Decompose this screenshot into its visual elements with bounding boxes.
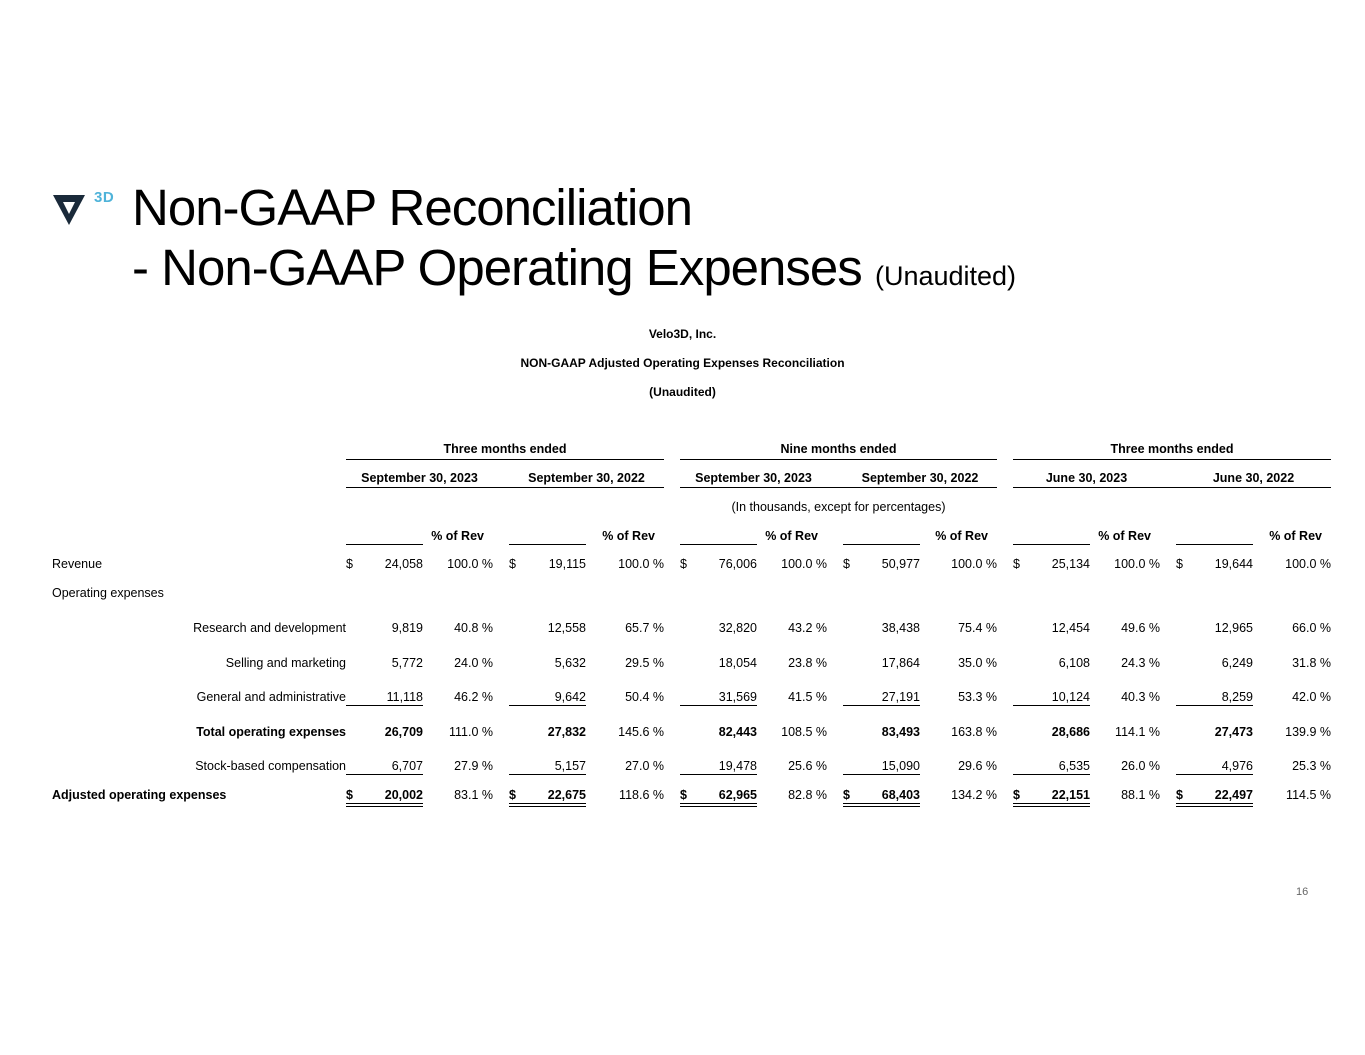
expense-row-pct: 27.9 % — [454, 759, 493, 773]
expense-row-value: 6,707 — [391, 759, 423, 773]
expense-row-pct: 114.1 % — [1115, 725, 1160, 739]
period-group-header: Three months ended — [1110, 442, 1234, 456]
expense-row-value: 28,686 — [1051, 725, 1090, 739]
adjusted-opex-value: 22,497 — [1214, 788, 1253, 802]
revenue-value: 50,977 — [881, 557, 920, 571]
expense-row-value: 26,709 — [384, 725, 423, 739]
expense-row-pct: 31.8 % — [1292, 656, 1331, 670]
double-total-rule — [1013, 803, 1090, 807]
expense-row-pct: 108.5 % — [781, 725, 827, 739]
currency-symbol: $ — [346, 557, 353, 571]
value-column-rule — [509, 544, 586, 545]
adjusted-opex-pct: 118.6 % — [619, 788, 664, 802]
report-audit: (Unaudited) — [649, 385, 716, 399]
expense-row-pct: 111.0 % — [448, 725, 493, 739]
pct-of-rev-header: % of Rev — [1098, 529, 1151, 543]
adjusted-opex-pct: 83.1 % — [454, 788, 493, 802]
period-header: September 30, 2022 — [861, 471, 979, 485]
period-header-underline — [346, 487, 664, 488]
revenue-value: 24,058 — [384, 557, 423, 571]
currency-symbol: $ — [1013, 557, 1020, 571]
revenue-pct: 100.0 % — [1285, 557, 1331, 571]
currency-symbol: $ — [843, 557, 850, 571]
expense-row-pct: 27.0 % — [625, 759, 664, 773]
subtotal-rule — [843, 705, 920, 706]
expense-row-value: 31,569 — [718, 690, 757, 704]
value-column-rule — [1176, 544, 1253, 545]
double-total-rule — [1176, 803, 1253, 807]
expense-row-pct: 49.6 % — [1121, 621, 1160, 635]
page-number: 16 — [1296, 886, 1309, 898]
revenue-value: 19,115 — [548, 557, 586, 571]
period-group-header: Nine months ended — [780, 442, 897, 456]
revenue-value: 76,006 — [718, 557, 757, 571]
expense-row-pct: 35.0 % — [958, 656, 997, 670]
adjusted-opex-pct: 82.8 % — [788, 788, 827, 802]
expense-row-value: 6,108 — [1058, 656, 1090, 670]
subtotal-rule — [1013, 774, 1090, 775]
expense-row-pct: 23.8 % — [788, 656, 827, 670]
expense-row-value: 19,478 — [718, 759, 757, 773]
adjusted-opex-value: 22,151 — [1051, 788, 1090, 802]
expense-row-pct: 40.3 % — [1121, 690, 1160, 704]
velo3d-logo — [52, 189, 122, 229]
adjusted-opex-value: 22,675 — [547, 788, 586, 802]
expense-row-value: 5,772 — [391, 656, 423, 670]
expense-row-pct: 46.2 % — [454, 690, 493, 704]
expense-row-value: 32,820 — [718, 621, 757, 635]
expense-row-label: Total operating expenses — [196, 725, 346, 739]
currency-symbol: $ — [1013, 788, 1020, 802]
expense-row-value: 17,864 — [881, 656, 920, 670]
adjusted-opex-value: 20,002 — [384, 788, 423, 802]
currency-symbol: $ — [509, 788, 516, 802]
expense-row-pct: 40.8 % — [454, 621, 493, 635]
pct-of-rev-header: % of Rev — [602, 529, 655, 543]
double-total-rule — [680, 803, 757, 807]
expense-row-value: 6,249 — [1221, 656, 1253, 670]
expense-row-value: 8,259 — [1221, 690, 1253, 704]
period-header: September 30, 2023 — [695, 471, 812, 485]
expense-row-pct: 24.3 % — [1121, 656, 1160, 670]
value-column-rule — [680, 544, 757, 545]
page-title — [132, 178, 1016, 306]
subtotal-rule — [1013, 705, 1090, 706]
currency-symbol: $ — [346, 788, 353, 802]
period-header-underline — [1013, 487, 1331, 488]
expense-row-pct: 24.0 % — [454, 656, 493, 670]
revenue-pct: 100.0 % — [951, 557, 997, 571]
expense-row-pct: 139.9 % — [1285, 725, 1331, 739]
logo-3d-text: 3D — [94, 189, 115, 206]
subtotal-rule — [346, 774, 423, 775]
period-header: September 30, 2023 — [361, 471, 478, 485]
expense-row-value: 12,965 — [1214, 621, 1253, 635]
expense-row-pct: 29.5 % — [625, 656, 664, 670]
expense-row-value: 11,118 — [386, 690, 423, 704]
title-line-2 — [132, 238, 1016, 306]
currency-symbol: $ — [680, 788, 687, 802]
expense-row-value: 82,443 — [718, 725, 757, 739]
expense-row-value: 83,493 — [881, 725, 920, 739]
expense-row-pct: 29.6 % — [958, 759, 997, 773]
period-group-underline — [346, 459, 664, 460]
expense-row-value: 6,535 — [1058, 759, 1090, 773]
adjusted-opex-value: 62,965 — [718, 788, 757, 802]
subtotal-rule — [509, 705, 586, 706]
adjusted-opex-pct: 88.1 % — [1121, 788, 1160, 802]
value-column-rule — [346, 544, 423, 545]
expense-row-value: 18,054 — [718, 656, 757, 670]
expense-row-label: Stock-based compensation — [195, 759, 346, 773]
expense-row-value: 12,558 — [547, 621, 586, 635]
value-column-rule — [843, 544, 920, 545]
expense-row-pct: 65.7 % — [625, 621, 664, 635]
subtotal-rule — [680, 705, 757, 706]
period-group-underline — [680, 459, 997, 460]
revenue-label: Revenue — [52, 557, 103, 571]
period-header: June 30, 2022 — [1212, 471, 1295, 485]
expense-row-pct: 26.0 % — [1121, 759, 1160, 773]
currency-symbol: $ — [509, 557, 516, 571]
revenue-pct: 100.0 % — [1114, 557, 1160, 571]
double-total-rule — [509, 803, 586, 807]
title-line-1: Non-GAAP Reconciliation — [132, 179, 693, 236]
expense-row-label: Research and development — [193, 621, 346, 635]
expense-row-pct: 53.3 % — [958, 690, 997, 704]
expense-row-pct: 75.4 % — [958, 621, 997, 635]
double-total-rule — [346, 803, 423, 807]
pct-of-rev-header: % of Rev — [935, 529, 988, 543]
currency-symbol: $ — [1176, 557, 1183, 571]
expense-row-value: 9,642 — [554, 690, 586, 704]
expense-row-pct: 25.3 % — [1292, 759, 1331, 773]
expense-row-pct: 41.5 % — [788, 690, 827, 704]
expense-row-pct: 66.0 % — [1292, 621, 1331, 635]
expense-row-value: 27,473 — [1214, 725, 1253, 739]
adjusted-opex-pct: 114.5 % — [1286, 788, 1331, 802]
expense-row-label: Selling and marketing — [225, 656, 346, 670]
adjusted-opex-pct: 134.2 % — [951, 788, 997, 802]
subtotal-rule — [509, 774, 586, 775]
report-company: Velo3D, Inc. — [648, 327, 717, 341]
pct-of-rev-header: % of Rev — [1269, 529, 1322, 543]
expense-row-value: 10,124 — [1051, 690, 1090, 704]
pct-of-rev-header: % of Rev — [431, 529, 484, 543]
adjusted-opex-label: Adjusted operating expenses — [52, 788, 227, 802]
revenue-pct: 100.0 % — [618, 557, 664, 571]
expense-row-value: 5,632 — [554, 656, 586, 670]
period-header: June 30, 2023 — [1045, 471, 1128, 485]
period-header-underline — [680, 487, 997, 488]
pct-of-rev-header: % of Rev — [765, 529, 818, 543]
revenue-pct: 100.0 % — [781, 557, 827, 571]
subtotal-rule — [843, 774, 920, 775]
currency-symbol: $ — [1176, 788, 1183, 802]
period-group-header: Three months ended — [443, 442, 567, 456]
currency-symbol: $ — [680, 557, 687, 571]
expense-row-pct: 25.6 % — [788, 759, 827, 773]
expense-row-pct: 43.2 % — [788, 621, 827, 635]
operating-expenses-label: Operating expenses — [52, 586, 164, 600]
expense-row-label: General and administrative — [196, 690, 346, 704]
units-note: (In thousands, except for percentages) — [731, 500, 946, 514]
expense-row-value: 27,191 — [881, 690, 920, 704]
revenue-value: 19,644 — [1214, 557, 1253, 571]
revenue-value: 25,134 — [1051, 557, 1090, 571]
expense-row-value: 15,090 — [881, 759, 920, 773]
expense-row-value: 4,976 — [1221, 759, 1253, 773]
expense-row-pct: 42.0 % — [1292, 690, 1331, 704]
subtotal-rule — [1176, 705, 1253, 706]
expense-row-value: 9,819 — [391, 621, 423, 635]
expense-row-pct: 50.4 % — [625, 690, 664, 704]
expense-row-value: 12,454 — [1051, 621, 1090, 635]
velo3d-v-mark-icon — [52, 193, 86, 227]
double-total-rule — [843, 803, 920, 807]
revenue-pct: 100.0 % — [447, 557, 493, 571]
report-name: NON-GAAP Adjusted Operating Expenses Reconciliation — [520, 356, 845, 370]
period-group-underline — [1013, 459, 1331, 460]
subtotal-rule — [346, 705, 423, 706]
expense-row-pct: 163.8 % — [951, 725, 997, 739]
title-suffix: (Unaudited) — [874, 261, 1017, 291]
value-column-rule — [1013, 544, 1090, 545]
expense-row-value: 5,157 — [554, 759, 586, 773]
adjusted-opex-value: 68,403 — [881, 788, 920, 802]
expense-row-pct: 145.6 % — [618, 725, 664, 739]
subtotal-rule — [680, 774, 757, 775]
subtotal-rule — [1176, 774, 1253, 775]
expense-row-value: 38,438 — [881, 621, 920, 635]
period-header: September 30, 2022 — [528, 471, 645, 485]
currency-symbol: $ — [843, 788, 850, 802]
title-line-2-text: - Non-GAAP Operating Expenses — [132, 239, 862, 296]
expense-row-value: 27,832 — [547, 725, 586, 739]
